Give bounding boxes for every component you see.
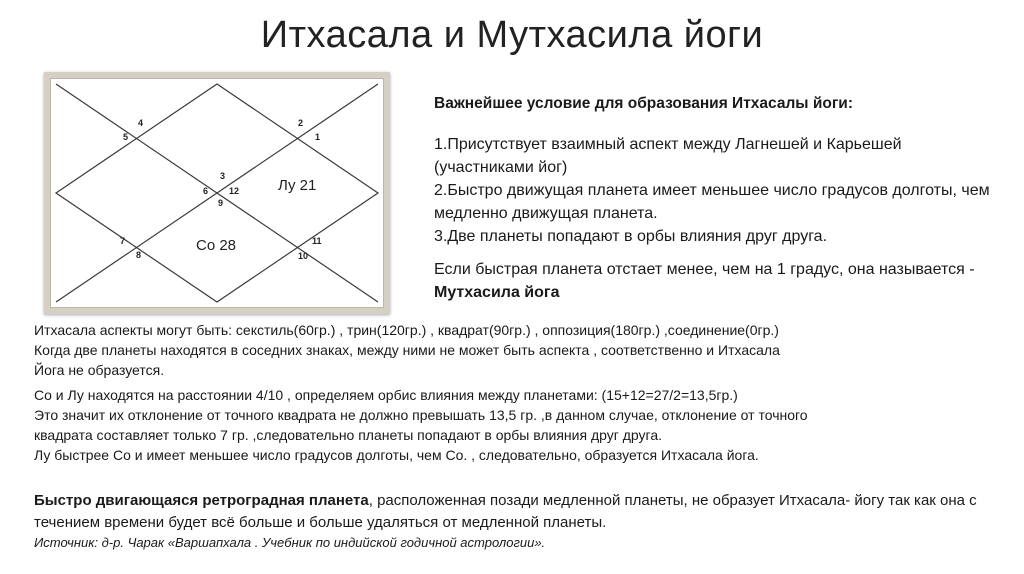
house-number: 10 [298, 251, 309, 261]
text-line: Лу быстрее Со и имеет меньшее число градусов долготы, чем Со. , следовательно, образуется Итхасала йога. [34, 447, 759, 463]
conditions-heading: Важнейшее условие для образования Итхасалы йоги: [434, 95, 853, 112]
example-paragraph [34, 385, 1004, 465]
text-line: Со и Лу находятся на расстоянии 4/10 , определяем орбис влияния между планетами: (15+12=27/2=13,5гр.) [34, 387, 738, 403]
house-number: 11 [312, 236, 322, 246]
house-number: 7 [120, 236, 126, 246]
north-indian-chart [44, 72, 390, 314]
condition-item: 1.Присутствует взаимный аспект между Лагнешей и Карьешей (участниками йог) [434, 136, 902, 176]
house-number: 6 [203, 186, 209, 196]
house-number: 4 [138, 118, 144, 128]
aspects-paragraph [34, 320, 1004, 380]
text-line: квадрата составляет только 7 гр. ,следовательно планеты попадают в орбы влияния друг друга. [34, 427, 663, 443]
planet-sun-label: Со 28 [196, 237, 237, 254]
text-line: Итхасала аспекты могут быть: секстиль(60гр.) , трин(120гр.) , квадрат(90гр.) , оппозиция(180гр.) ,соединение(0гр.) [34, 322, 779, 338]
muthasila-note-text: Если быстрая планета отстает менее, чем на 1 градус, она называется - [434, 261, 975, 278]
conditions-panel [434, 92, 994, 304]
house-number: 8 [136, 250, 142, 260]
house-number: 5 [123, 132, 129, 142]
muthasila-note [434, 258, 994, 304]
house-number: 3 [220, 171, 226, 181]
text-line: Йога не образуется. [34, 362, 165, 378]
retrograde-text [34, 490, 1004, 534]
retrograde-term: Быстро двигающаяся ретроградная планета [34, 492, 369, 509]
text-line: Это значит их отклонение от точного квадрата не должно превышать 13,5 гр. ,в данном случае, отклонение от точного [34, 407, 808, 423]
retrograde-explanation: , расположенная позади медленной планеты, не образует Итхасала- йогу так как она с течением времени будет всё больше и больше удаляться от медленной планеты. [34, 492, 977, 531]
house-number: 9 [218, 198, 224, 208]
muthasila-term: Мутхасила йога [434, 284, 560, 301]
chart-diagram [50, 78, 384, 308]
text-line: Когда две планеты находятся в соседних знаках, между ними не может быть аспекта , соответственно и Итхасала [34, 342, 780, 358]
slide-title: Итхасала и Мутхасила йоги [260, 14, 764, 56]
planet-moon-label: Лу 21 [278, 177, 317, 194]
house-number: 2 [298, 118, 304, 128]
retrograde-paragraph [34, 490, 1004, 551]
condition-item: 2.Быстро движущая планета имеет меньшее число градусов долготы, чем медленно движущая планета. [434, 182, 990, 222]
house-number: 1 [315, 132, 321, 142]
house-number: 12 [229, 186, 240, 196]
condition-item: 3.Две планеты попадают в орбы влияния друг друга. [434, 228, 828, 245]
source-citation: Источник: д-р. Чарак «Варшапхала . Учебник по индийской годичной астрологии». [34, 535, 546, 550]
